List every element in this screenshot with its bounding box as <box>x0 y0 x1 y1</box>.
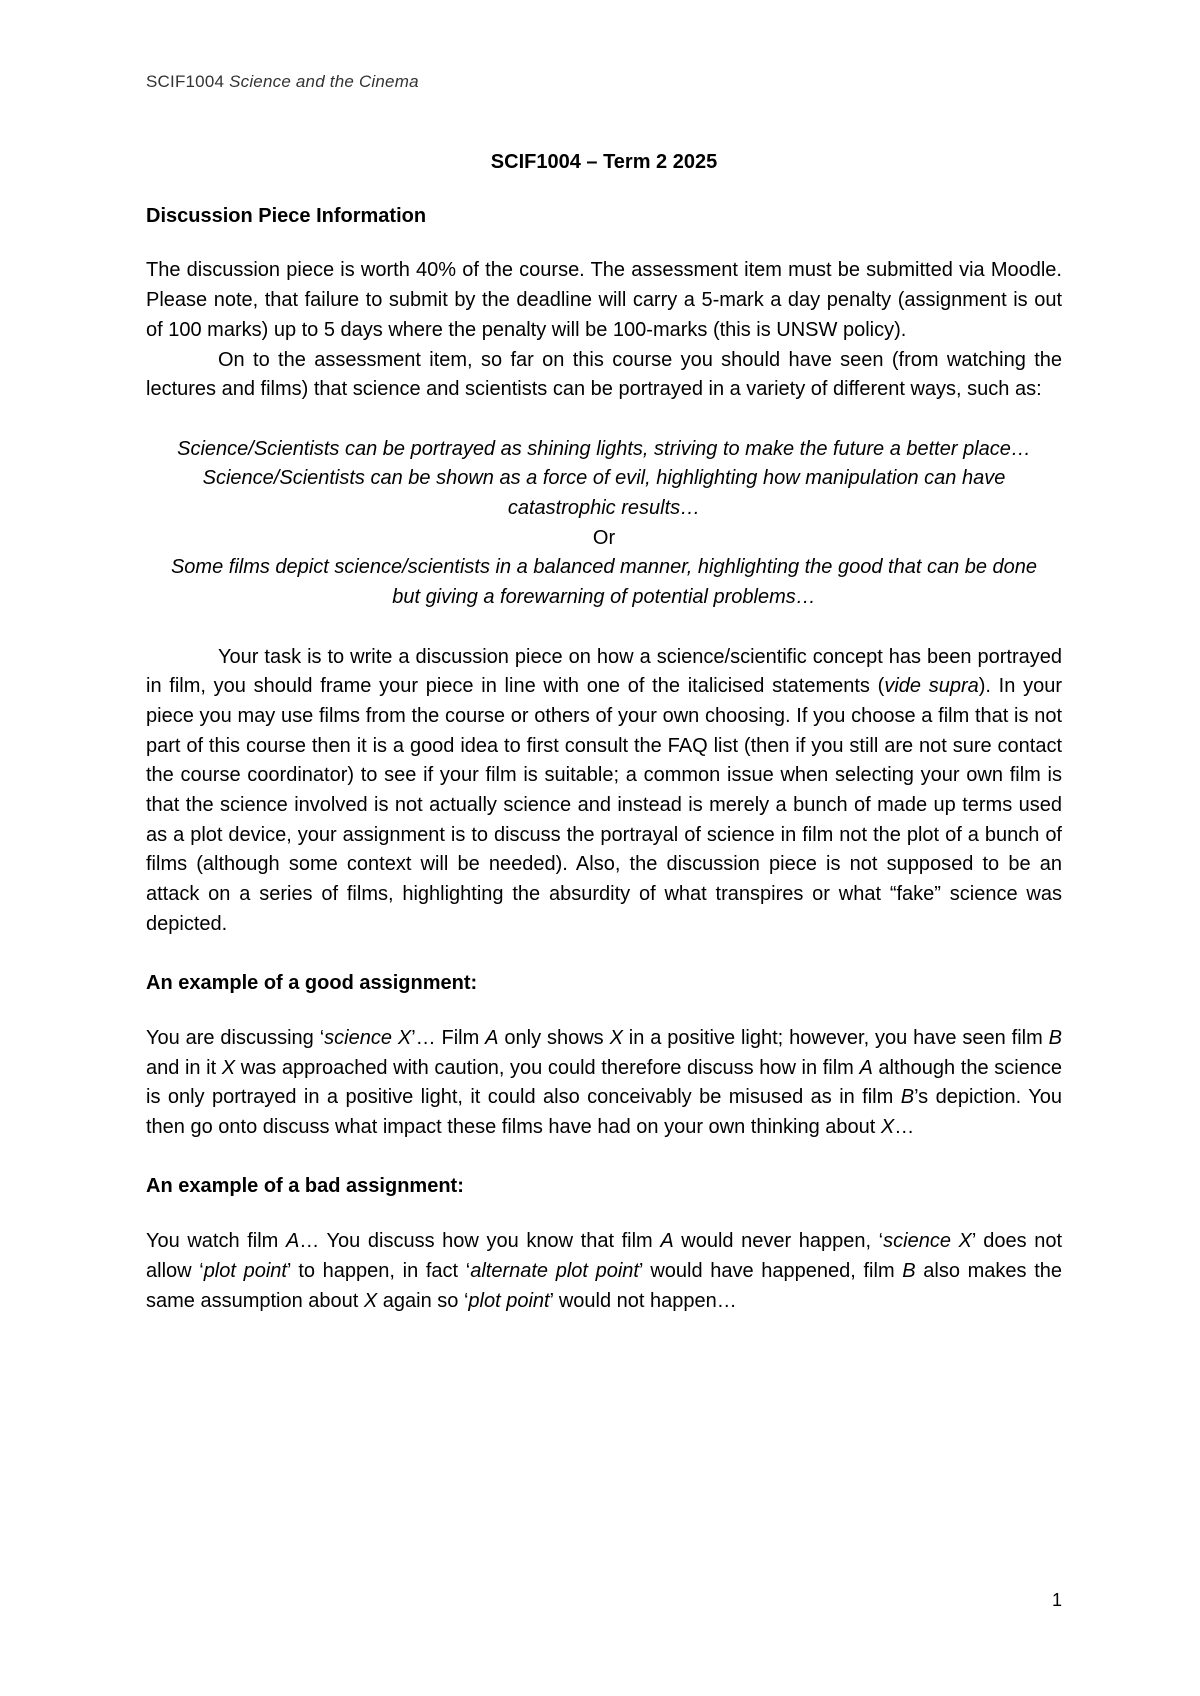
statement-balanced: Some films depict science/scientists in a balanced manner, highlighting the good that can be done but giving a forewarning of potential problems… <box>170 556 1038 609</box>
good-example-heading: An example of a good assignment: <box>146 972 478 995</box>
task-text-2: ). In your piece you may use films from the course or others of your own choosing. If you choose a film that is not part of this course then it is a good idea to first consult the FAQ list (then if you still are not sure contact the course coordinator) to see if your film is suitable; a common issue when selecting your own film is that the science involved is not actually science and instead is merely a bunch of made up terms used as a plot device, your assignment is to discuss the portrayal of science in film not the plot of a bunch of films (although some context will be needed). Also, the discussion piece is not supposed to be an attack on a series of films, highlighting the absurdity of what transpires or what “fake” science was depicted. <box>146 675 1062 935</box>
bad-example-text: would never happen, ‘ <box>673 1230 884 1253</box>
statement-negative: Science/Scientists can be shown as a force of evil, highlighting how manipulation can have catastrophic results… <box>202 467 1006 520</box>
intro-paragraph: The discussion piece is worth 40% of the course. The assessment item must be submitted via Moodle. Please note, that failure to submit by the deadline will carry a 5-mark a day penalty (assignment is out of 100 marks) up to 5 days where the penalty will be 100-marks (this is UNSW policy). <box>146 259 1062 341</box>
good-example-text: only shows <box>498 1026 610 1049</box>
good-example-x: X <box>609 1026 623 1049</box>
bad-example-heading: An example of a bad assignment: <box>146 1175 464 1198</box>
good-example-text: ’… Film <box>411 1026 486 1049</box>
spacer <box>146 405 1062 435</box>
bad-example-text: You watch film <box>146 1230 286 1253</box>
bad-example-text: … You discuss how you know that film <box>299 1230 661 1253</box>
good-example-text: You are discussing ‘ <box>146 1026 325 1049</box>
bad-example-plot-point: plot point <box>468 1289 550 1312</box>
bad-example-science-x: science X <box>883 1230 972 1253</box>
bad-example-x: X <box>363 1289 378 1312</box>
bad-example-text: also makes the same assumption about <box>146 1259 1062 1312</box>
document-title: SCIF1004 – Term 2 2025 <box>490 151 718 173</box>
section-heading: Discussion Piece Information <box>146 204 427 227</box>
bad-example-alternate-plot-point: alternate plot point <box>470 1259 639 1282</box>
statement-or: Or <box>592 526 616 549</box>
good-example-x: X <box>221 1056 236 1079</box>
good-example-text: although the science is only portrayed in a positive light, it could also conceivably be misused as in film <box>146 1056 1063 1109</box>
page-number: 1 <box>1052 1590 1063 1610</box>
bad-example-text: ’ to happen, in fact ‘ <box>286 1259 471 1282</box>
spacer <box>146 940 1062 970</box>
bad-example-plot-point: plot point <box>203 1259 287 1282</box>
good-example-film-b: B <box>1048 1026 1062 1049</box>
bad-example-text: ’ does not allow ‘ <box>146 1230 1062 1282</box>
good-example-film-a: A <box>485 1026 499 1049</box>
italicised-statements <box>146 435 1062 613</box>
spacer <box>146 1143 1062 1173</box>
task-text-1: Your task is to write a discussion piece on how a science/scientific concept has been portrayed in film, you should frame your piece in line with one of the italicised statements ( <box>146 645 1062 698</box>
spacer <box>146 613 1062 643</box>
good-example-film-a: A <box>859 1056 873 1079</box>
bad-example-text: ’ would have happened, film <box>638 1259 903 1282</box>
good-example-text: was approached with caution, you could therefore discuss how in film <box>235 1056 860 1079</box>
header-course-name: Science and the Cinema <box>229 72 419 91</box>
task-paragraph <box>146 643 1062 940</box>
good-example-text: in a positive light; however, you have seen film <box>622 1026 1049 1049</box>
good-example-x: X <box>880 1116 895 1139</box>
task-vide-supra: vide supra <box>884 675 979 698</box>
good-example-paragraph <box>146 1024 1062 1143</box>
bad-example-text: again so ‘ <box>377 1289 469 1312</box>
bad-example-film-a: A <box>660 1230 674 1253</box>
bad-example-text: ’ would not happen… <box>549 1289 737 1312</box>
header-course-code: SCIF1004 <box>146 72 225 91</box>
good-example-text: and in it <box>146 1056 222 1079</box>
bad-example-paragraph <box>146 1227 1062 1316</box>
good-example-science-x: science X <box>324 1026 412 1049</box>
document-body <box>146 148 1062 1316</box>
good-example-film-b: B <box>900 1086 915 1109</box>
assessment-paragraph: On to the assessment item, so far on this course you should have seen (from watching the lectures and films) that science and scientists can be portrayed in a variety of different ways, such as: <box>146 348 1062 401</box>
statement-positive: Science/Scientists can be portrayed as shining lights, striving to make the future a better place… <box>177 437 1031 460</box>
good-example-text: ’s depiction. You then go onto discuss what impact these films have had on your own thinking about <box>146 1086 1063 1139</box>
bad-example-film-b: B <box>902 1259 916 1282</box>
running-header <box>146 72 419 92</box>
good-example-text: … <box>894 1116 915 1139</box>
bad-example-film-a: A <box>285 1230 300 1253</box>
